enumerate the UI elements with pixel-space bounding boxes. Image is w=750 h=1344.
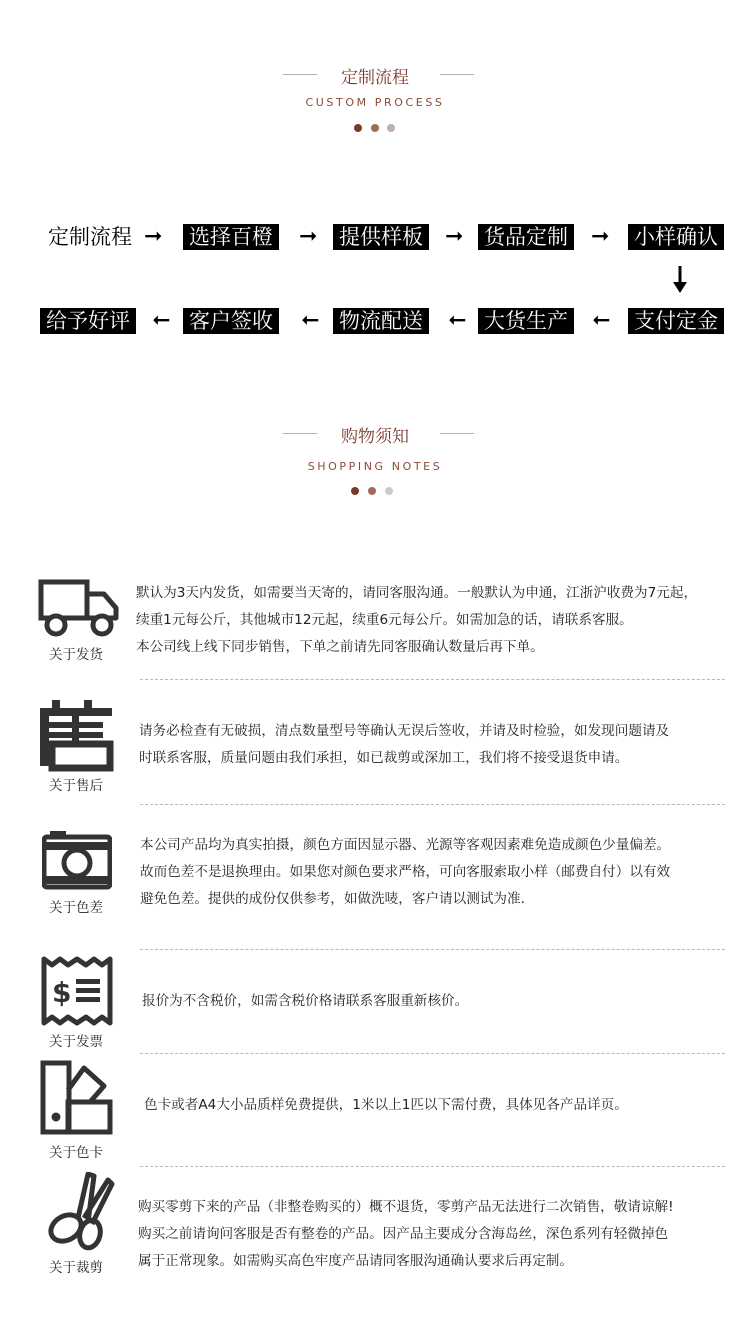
note-label: 关于色差 (49, 900, 103, 916)
decor-dot (371, 124, 379, 132)
note-line: 报价为不含税价，如需含税价格请联系客服重新核价。 (142, 993, 469, 1009)
note-line: 本公司线上线下同步销售，下单之前请先同客服确认数量后再下单。 (136, 639, 544, 655)
divider (140, 949, 725, 950)
title-divider-right (440, 74, 474, 75)
shopping-notes-subtitle: SHOPPING NOTES (307, 460, 443, 473)
note-line: 请务必检查有无破损，清点数量型号等确认无误后签收，并请及时检验，如发现问题请及 (139, 723, 670, 739)
note-line: 故而色差不是退换理由。如果您对颜色要求严格，可向客服索取小样（邮费自付）以有效 (140, 864, 671, 880)
arrow-right-icon: ➞ (144, 224, 163, 249)
truck-icon (38, 578, 120, 642)
flow-step: 物流配送 (333, 308, 429, 334)
title-divider-right (440, 433, 474, 434)
svg-text:$: $ (52, 976, 72, 1009)
note-label: 关于裁剪 (49, 1260, 103, 1276)
arrow-left-icon: ➞ (592, 308, 611, 333)
note-text (142, 988, 468, 1015)
shopping-notes-title: 购物须知 (341, 427, 409, 447)
note-text (136, 580, 697, 661)
flow-step: 客户签收 (183, 308, 279, 334)
arrow-left-icon: ➞ (152, 308, 171, 333)
note-line: 色卡或者A4大小品质样免费提供，1米以上1匹以下需付费，具体见各产品详页。 (144, 1097, 628, 1113)
note-text (139, 718, 669, 772)
scissors-icon (44, 1172, 116, 1256)
note-text (138, 1194, 674, 1275)
note-line: 购买零剪下来的产品（非整卷购买的）概不退货，零剪产品无法进行二次销售，敬请谅解! (138, 1199, 674, 1215)
note-line: 避免色差。提供的成份仅供参考，如做洗唛，客户请以测试为准. (140, 891, 525, 907)
flow-step: 选择百橙 (183, 224, 279, 250)
decor-dot (351, 487, 359, 495)
flow-step: 小样确认 (628, 224, 724, 250)
note-line: 时联系客服，质量问题由我们承担，如已裁剪或深加工，我们将不接受退货申请。 (139, 750, 629, 766)
note-label: 关于发票 (49, 1034, 103, 1050)
flow-step: 定制流程 (48, 225, 132, 249)
divider (140, 679, 725, 680)
arrow-right-icon: ➞ (299, 224, 318, 249)
note-label: 关于发货 (49, 647, 103, 663)
arrow-right-icon: ➞ (591, 224, 610, 249)
flow-step: 大货生产 (478, 308, 574, 334)
note-text (140, 832, 670, 913)
divider (140, 804, 725, 805)
flow-step: 提供样板 (333, 224, 429, 250)
note-label: 关于售后 (49, 778, 103, 794)
arrow-left-icon: ➞ (448, 308, 467, 333)
color-card-icon (40, 1060, 114, 1140)
flow-step: 货品定制 (478, 224, 574, 250)
arrow-right-icon: ➞ (445, 224, 464, 249)
decor-dot (368, 487, 376, 495)
arrow-left-icon: ➞ (301, 308, 320, 333)
flow-step: 给予好评 (40, 308, 136, 334)
decor-dot (385, 487, 393, 495)
divider (140, 1053, 725, 1054)
divider (140, 1166, 725, 1167)
decor-dot (354, 124, 362, 132)
flow-step: 支付定金 (628, 308, 724, 334)
note-line: 属于正常现象。如需购买高色牢度产品请同客服沟通确认要求后再定制。 (138, 1253, 573, 1269)
receipt-icon (40, 955, 114, 1031)
note-line: 默认为3天内发货，如需要当天寄的，请同客服沟通。一般默认为申通，江浙沪收费为7元起， (136, 585, 698, 601)
shou-character-icon (38, 700, 114, 776)
custom-process-subtitle: CUSTOM PROCESS (305, 96, 445, 109)
note-label: 关于色卡 (49, 1145, 103, 1161)
note-line: 购买之前请询问客服是否有整卷的产品。因产品主要成分含海岛丝，深色系列有轻微掉色 (138, 1226, 669, 1242)
note-line: 续重1元每公斤，其他城市12元起，续重6元每公斤。如需加急的话，请联系客服。 (136, 612, 633, 628)
camera-icon (42, 830, 112, 894)
note-line: 本公司产品均为真实拍摄，颜色方面因显示器、光源等客观因素难免造成颜色少量偏差。 (140, 837, 671, 853)
decor-dot (387, 124, 395, 132)
custom-process-title: 定制流程 (341, 68, 409, 88)
note-text (144, 1092, 628, 1119)
arrow-down-icon (672, 266, 688, 298)
